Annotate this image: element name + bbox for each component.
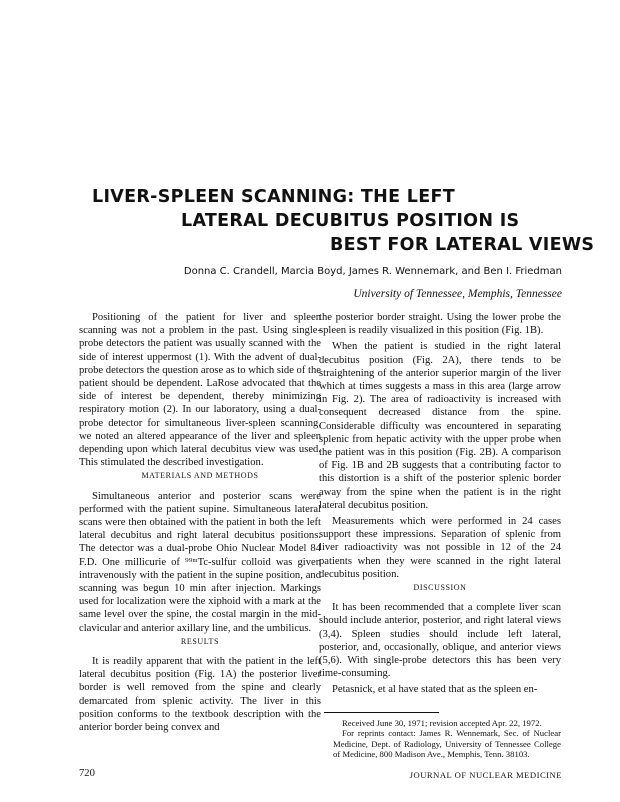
discussion-paragraph-1: It has been recommended that a complete liver scan should include anterior, posterior, and right lateral views (3,4). Spleen studies should include left lateral, posterior, and, occasionally, oblique, and anterior views (5,6). With single-probe detectors this has been very time-consuming. bbox=[319, 602, 561, 680]
right-column bbox=[319, 311, 561, 697]
results-heading: RESULTS bbox=[180, 636, 220, 646]
page-number: 720 bbox=[79, 768, 95, 779]
left-column bbox=[79, 311, 321, 734]
footnote-reprints: For reprints contact: James R. Wennemark, Sec. of Nuclear Medicine, Dept. of Radiology, University of Tennessee College of Medicine, 800 Madison Ave., Memphis, Tenn. 38103. bbox=[333, 728, 561, 759]
author-list: Donna C. Crandell, Marcia Boyd, James R. Wennemark, and Ben I. Friedman bbox=[183, 266, 562, 277]
article-title-line-3: BEST FOR LATERAL VIEWS bbox=[330, 235, 595, 255]
methods-paragraph: Simultaneous anterior and posterior scans were performed with the patient supine. Simultaneous lateral scans were then obtained with the patient in both the left lateral decubitus and right lateral decubitus positions. The detector was a dual-probe Ohio Nuclear Model 84 F.D. One millicurie of ⁹⁹ᵐTc-sulfur colloid was given intravenously with the patient in the supine position, and scanning was begun 10 min after injection. Markings used for localization were the xiphoid with a mark at the same level over the spine, the costal margin in the mid-clavicular and anterior axillary line, and the umbilicus. bbox=[79, 490, 321, 634]
footnote bbox=[333, 712, 561, 759]
discussion-paragraph-2: Petasnick, et al have stated that as the spleen en- bbox=[332, 684, 538, 696]
methods-heading: MATERIALS AND METHODS bbox=[141, 471, 259, 481]
intro-paragraph: Positioning of the patient for liver and spleen scanning was not a problem in the past. Using single-probe detectors the patient was usually scanned with the side of interest uppermost (1). With the advent of dual-probe detectors the question arose as to which side of the patient should be dependent. LaRose advocated that the side of interest be dependent, thereby minimizing respiratory motion (2). In our laboratory, using a dual-probe detector for simultaneous liver-spleen scanning, we noted an altered appearance of the liver and spleen depending upon which lateral decubitus view was used. This stimulated the described investigation. bbox=[79, 312, 321, 469]
article-title-line-2: LATERAL DECUBITUS POSITION IS bbox=[181, 211, 520, 231]
results-paragraph-3: Measurements which were performed in 24 cases support these impressions. Separation of splenic from liver radioactivity was not possible in 12 of the 24 patients when they were scanned in the right lateral decubitus position. bbox=[319, 516, 561, 580]
article-title-line-1: LIVER-SPLEEN SCANNING: THE LEFT bbox=[92, 187, 455, 207]
results-paragraph-1: It is readily apparent that with the patient in the left lateral decubitus position (Fig. 1A) the posterior liver border is well removed from the spine and clearly demarcated from splenic activity. The liver in this position conforms to the textbook description with the anterior border being convex and bbox=[79, 656, 321, 734]
journal-name: JOURNAL OF NUCLEAR MEDICINE bbox=[409, 770, 562, 780]
footnote-rule bbox=[324, 712, 439, 713]
results-continuation: the posterior border straight. Using the lower probe the spleen is readily visualized in this position (Fig. 1B). bbox=[319, 312, 561, 337]
discussion-heading: DISCUSSION bbox=[413, 583, 467, 593]
results-paragraph-2: When the patient is studied in the right lateral decubitus position (Fig. 2A), there tends to be straightening of the anterior superior margin of the liver which at times suggests a mass in this area (large arrow in Fig. 2). The area of radioactivity is increased with consequent decreased distance from the spine. Considerable difficulty was encountered in separating splenic from hepatic activity with the upper probe when the patient was in this position (Fig. 2B). A comparison of Fig. 1B and 2B suggests that a contributing factor to this distortion is a shift of the posterior splenic border away from the spine when the patient is in the right lateral decubitus position. bbox=[319, 341, 561, 511]
affiliation: University of Tennessee, Memphis, Tennessee bbox=[353, 288, 562, 300]
footnote-received: Received June 30, 1971; revision accepted Apr. 22, 1972. bbox=[342, 718, 542, 728]
